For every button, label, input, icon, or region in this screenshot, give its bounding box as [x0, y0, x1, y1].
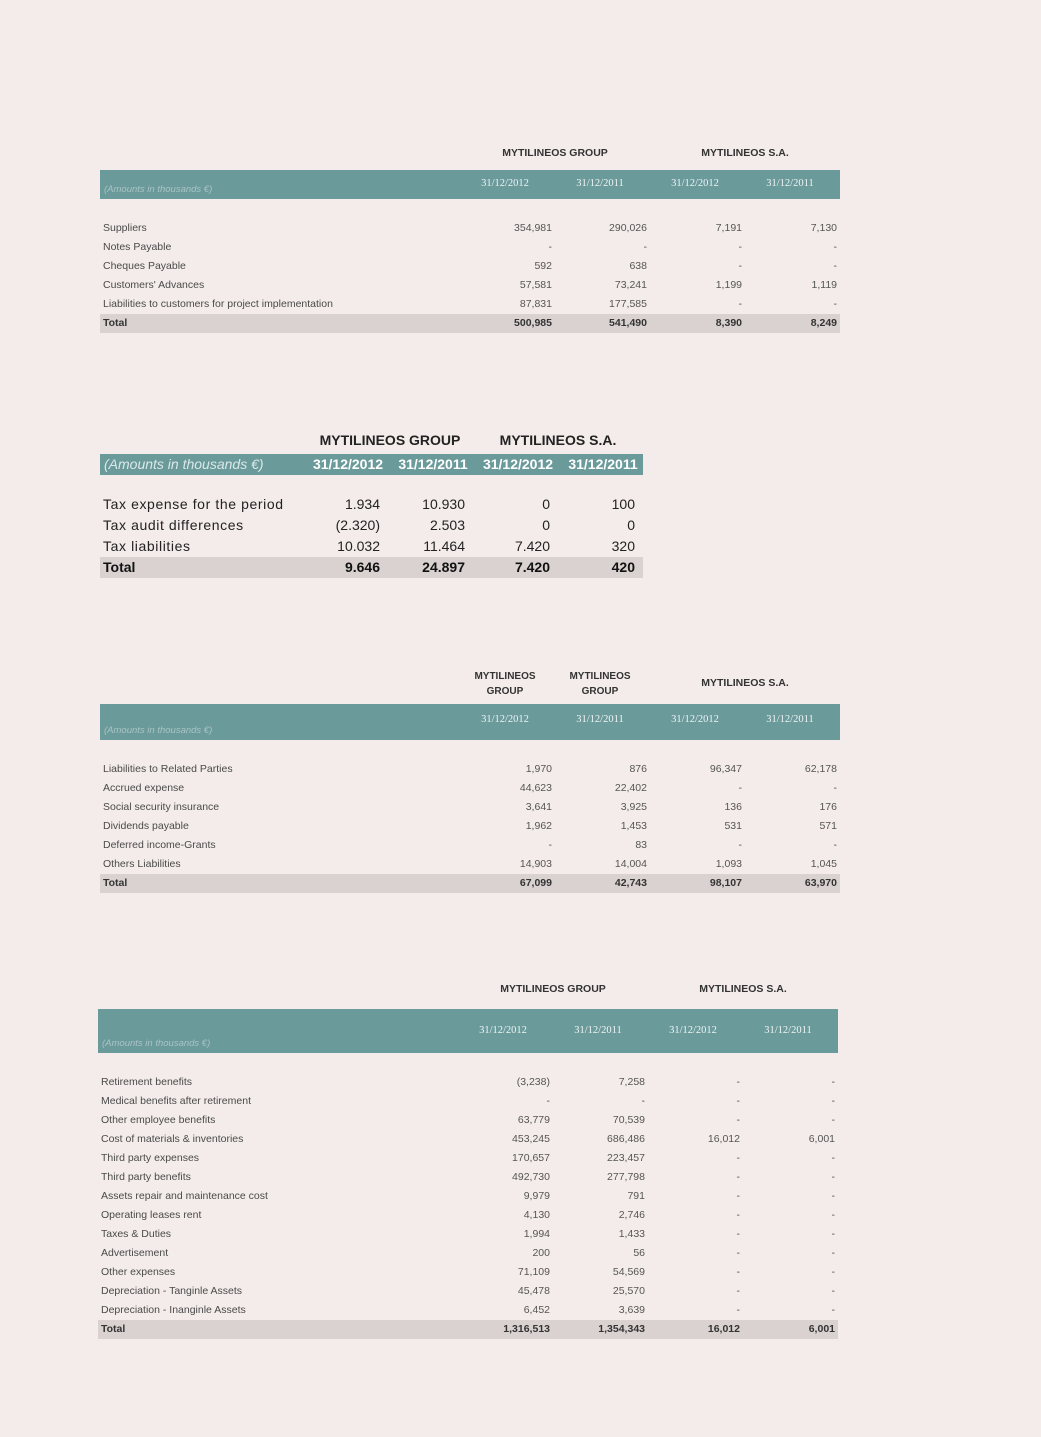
cell-value: 44,623 [519, 782, 552, 794]
row-label: Cheques Payable [103, 260, 186, 272]
row-label: Cost of materials & inventories [101, 1133, 244, 1145]
row-label: Other employee benefits [101, 1114, 216, 1126]
cell-value: 8,390 [715, 317, 742, 329]
table-row [98, 1149, 838, 1168]
cell-value: - [736, 1266, 740, 1278]
cell-value: 0 [627, 517, 635, 533]
cell-value: - [833, 839, 837, 851]
table-row [100, 257, 840, 276]
row-label: Liabilities to Related Parties [103, 763, 233, 775]
table-row [100, 798, 840, 817]
cell-value: - [738, 260, 742, 272]
cell-value: 62,178 [804, 763, 837, 775]
amounts-label: (Amounts in thousands €) [104, 184, 213, 195]
cell-value: - [641, 1095, 645, 1107]
cell-value: 1,962 [525, 820, 552, 832]
cell-value: - [831, 1114, 835, 1126]
row-label: Dividends payable [103, 820, 189, 832]
cell-value: 638 [629, 260, 647, 272]
cell-value: - [736, 1209, 740, 1221]
cell-value: 3,925 [620, 801, 647, 813]
table-row [100, 855, 840, 874]
company-header: MYTILINEOS S.A. [701, 677, 789, 689]
cell-value: - [831, 1171, 835, 1183]
cell-value: 177,585 [609, 298, 647, 310]
cell-value: 453,245 [512, 1133, 550, 1145]
cell-value: 71,109 [517, 1266, 550, 1278]
cell-value: - [831, 1190, 835, 1202]
header-bar [100, 454, 643, 475]
cell-value: - [546, 1095, 550, 1107]
cell-value: 100 [611, 496, 635, 512]
cell-value: - [831, 1228, 835, 1240]
cell-value: 96,347 [709, 763, 742, 775]
cell-value: 1,994 [523, 1228, 550, 1240]
cell-value: 63,779 [517, 1114, 550, 1126]
cell-value: 10.930 [422, 496, 465, 512]
table-row [98, 1168, 838, 1187]
cell-value: - [833, 260, 837, 272]
cell-value: 492,730 [512, 1171, 550, 1183]
company-header: MYTILINEOS S.A. [701, 147, 789, 159]
cell-value: - [736, 1190, 740, 1202]
row-label: Tax audit differences [103, 517, 244, 533]
table-row [98, 1244, 838, 1263]
cell-value: 10.032 [337, 538, 380, 554]
group-header: MYTILINEOS GROUP [319, 432, 461, 448]
row-label: Other expenses [101, 1266, 176, 1278]
cell-value: 531 [724, 820, 742, 832]
row-label: Depreciation - Inanginle Assets [101, 1304, 246, 1316]
cell-value: 320 [611, 538, 635, 554]
table-tax-liabilities [100, 428, 643, 583]
table-trade-payables [100, 140, 840, 340]
row-label: Third party benefits [101, 1171, 191, 1183]
date-col-1: 31/12/2012 [479, 1025, 527, 1036]
cell-value: 54,569 [612, 1266, 645, 1278]
cell-value: 7.420 [514, 559, 550, 575]
cell-value: - [738, 839, 742, 851]
header-bar [98, 1009, 838, 1053]
cell-value: 1,970 [525, 763, 552, 775]
row-label: Notes Payable [103, 241, 172, 253]
table-row [98, 1263, 838, 1282]
cell-value: 7,191 [715, 222, 742, 234]
cell-value: 16,012 [707, 1133, 740, 1145]
group-header: MYTILINEOS GROUP [502, 147, 608, 159]
cell-value: - [643, 241, 647, 253]
cell-value: 136 [724, 801, 742, 813]
cell-value: - [831, 1152, 835, 1164]
date-col-3: 31/12/2012 [669, 1025, 717, 1036]
cell-value: - [831, 1285, 835, 1297]
cell-value: 6,452 [523, 1304, 550, 1316]
table-row [100, 836, 840, 855]
date-col-4: 31/12/2011 [764, 1025, 812, 1036]
cell-value: - [548, 241, 552, 253]
cell-value: 1,453 [620, 820, 647, 832]
amounts-label: (Amounts in thousands €) [104, 456, 264, 472]
row-label: Deferred income-Grants [103, 839, 216, 851]
cell-value: 63,970 [804, 877, 837, 889]
group-header: MYTILINEOS GROUP [500, 983, 606, 995]
row-label: Advertisement [101, 1247, 169, 1259]
cell-value: - [736, 1152, 740, 1164]
date-col-3: 31/12/2012 [671, 178, 719, 189]
cell-value: - [736, 1247, 740, 1259]
row-label: Social security insurance [103, 801, 220, 813]
cell-value: 14,004 [614, 858, 647, 870]
cell-value: 1,433 [618, 1228, 645, 1240]
row-label: Customers' Advances [103, 279, 205, 291]
table-row [100, 760, 840, 779]
date-col-2: 31/12/2011 [398, 456, 468, 472]
cell-value: 500,985 [514, 317, 552, 329]
cell-value: 592 [534, 260, 552, 272]
date-col-2: 31/12/2011 [574, 1025, 622, 1036]
cell-value: - [548, 839, 552, 851]
cell-value: 6,001 [808, 1323, 835, 1335]
cell-value: - [736, 1228, 740, 1240]
table-row [100, 238, 840, 257]
cell-value: - [831, 1209, 835, 1221]
cell-value: (3,238) [516, 1076, 550, 1088]
cell-value: - [738, 241, 742, 253]
company-header: MYTILINEOS S.A. [499, 432, 617, 448]
cell-value: 420 [611, 559, 635, 575]
table-row [98, 1206, 838, 1225]
row-label: Others Liabilities [103, 858, 181, 870]
cell-value: 7,130 [810, 222, 837, 234]
cell-value: 57,581 [519, 279, 552, 291]
cell-value: 42,743 [614, 877, 647, 889]
cell-value: 73,241 [614, 279, 647, 291]
cell-value: 1.934 [344, 496, 380, 512]
table-row [98, 1187, 838, 1206]
date-col-1: 31/12/2012 [481, 714, 529, 725]
header-bar [100, 170, 840, 199]
table-row [98, 1092, 838, 1111]
table-row [100, 536, 643, 557]
cell-value: - [833, 298, 837, 310]
cell-value: - [831, 1266, 835, 1278]
date-col-2: 31/12/2011 [576, 714, 624, 725]
cell-value: 2.503 [429, 517, 465, 533]
cell-value: (2.320) [335, 517, 380, 533]
row-label: Tax expense for the period [103, 496, 284, 512]
cell-value: 791 [627, 1190, 645, 1202]
cell-value: 223,457 [607, 1152, 645, 1164]
cell-value: - [833, 241, 837, 253]
cell-value: 541,490 [609, 317, 647, 329]
row-label: Tax liabilities [103, 538, 191, 554]
row-label: Accrued expense [103, 782, 185, 794]
table-row [98, 1130, 838, 1149]
table-row [100, 276, 840, 295]
total-row [98, 1320, 838, 1339]
cell-value: 1,093 [715, 858, 742, 870]
table-row [100, 295, 840, 314]
cell-value: 45,478 [517, 1285, 550, 1297]
cell-value: 6,001 [808, 1133, 835, 1145]
date-col-1: 31/12/2012 [312, 456, 384, 472]
cell-value: 56 [633, 1247, 645, 1259]
total-label: Total [103, 877, 128, 889]
cell-value: 2,746 [618, 1209, 645, 1221]
cell-value: - [833, 782, 837, 794]
cell-value: - [736, 1304, 740, 1316]
cell-value: 1,119 [811, 279, 837, 291]
cell-value: - [736, 1285, 740, 1297]
cell-value: - [736, 1171, 740, 1183]
cell-value: 7,258 [618, 1076, 645, 1088]
cell-value: 0 [542, 496, 550, 512]
cell-value: 0 [542, 517, 550, 533]
row-label: Depreciation - Tanginle Assets [101, 1285, 243, 1297]
cell-value: 200 [532, 1247, 550, 1259]
cell-value: 571 [819, 820, 837, 832]
date-col-2: 31/12/2011 [576, 178, 624, 189]
cell-value: 14,903 [519, 858, 552, 870]
date-col-4: 31/12/2011 [766, 178, 814, 189]
cell-value: 8,249 [810, 317, 837, 329]
cell-value: 67,099 [519, 877, 552, 889]
table-row [98, 1301, 838, 1320]
cell-value: - [736, 1114, 740, 1126]
table-row [98, 1225, 838, 1244]
row-label: Medical benefits after retirement [101, 1095, 251, 1107]
table-row [100, 515, 643, 536]
date-col-1: 31/12/2012 [481, 178, 529, 189]
table-row [100, 219, 840, 238]
cell-value: 1,354,343 [598, 1323, 645, 1335]
row-label: Liabilities to customers for project implementation [103, 298, 333, 310]
date-col-3: 31/12/2012 [671, 714, 719, 725]
cell-value: 22,402 [614, 782, 647, 794]
cell-value: - [831, 1304, 835, 1316]
cell-value: 876 [629, 763, 647, 775]
date-col-4: 31/12/2011 [766, 714, 814, 725]
cell-value: - [736, 1076, 740, 1088]
cell-value: - [831, 1076, 835, 1088]
company-header: MYTILINEOS S.A. [699, 983, 787, 995]
header-bar [100, 704, 840, 740]
cell-value: 170,657 [512, 1152, 550, 1164]
cell-value: 87,831 [519, 298, 552, 310]
group-header-2: MYTILINEOS GROUP [569, 671, 631, 697]
cell-value: 11.464 [423, 538, 465, 554]
cell-value: - [738, 298, 742, 310]
total-row [100, 874, 840, 893]
table-row [98, 1073, 838, 1092]
total-row [100, 557, 643, 578]
amounts-label: (Amounts in thousands €) [104, 725, 213, 736]
row-label: Suppliers [103, 222, 147, 234]
cell-value: 176 [819, 801, 837, 813]
table-row [100, 779, 840, 798]
total-label: Total [103, 559, 136, 575]
row-label: Operating leases rent [101, 1209, 202, 1221]
date-col-4: 31/12/2011 [568, 456, 638, 472]
table-row [100, 494, 643, 515]
total-label: Total [103, 317, 128, 329]
cell-value: 3,641 [525, 801, 552, 813]
cell-value: 98,107 [709, 877, 742, 889]
cell-value: 24.897 [422, 559, 465, 575]
cell-value: - [738, 782, 742, 794]
cell-value: 1,316,513 [503, 1323, 550, 1335]
cell-value: 7.420 [514, 538, 550, 554]
date-col-3: 31/12/2012 [482, 456, 554, 472]
cell-value: 1,045 [810, 858, 837, 870]
cell-value: 354,981 [514, 222, 552, 234]
table-row [98, 1111, 838, 1130]
row-label: Retirement benefits [101, 1076, 193, 1088]
cell-value: 9.646 [344, 559, 380, 575]
table-row [98, 1282, 838, 1301]
total-label: Total [101, 1323, 126, 1335]
cell-value: 686,486 [607, 1133, 645, 1145]
table-row [100, 817, 840, 836]
cell-value: 70,539 [612, 1114, 645, 1126]
row-label: Taxes & Duties [101, 1228, 172, 1240]
row-label: Assets repair and maintenance cost [101, 1190, 268, 1202]
cell-value: 16,012 [707, 1323, 740, 1335]
total-row [100, 314, 840, 333]
cell-value: 25,570 [612, 1285, 645, 1297]
cell-value: - [831, 1095, 835, 1107]
amounts-label: (Amounts in thousands €) [102, 1038, 211, 1049]
cell-value: 277,798 [607, 1171, 645, 1183]
cell-value: 1,199 [715, 279, 742, 291]
cell-value: 4,130 [523, 1209, 550, 1221]
table-other-liabilities [100, 664, 840, 896]
row-label: Third party expenses [101, 1152, 200, 1164]
group-header-1: MYTILINEOS GROUP [474, 671, 536, 697]
cell-value: - [831, 1247, 835, 1259]
cell-value: 290,026 [609, 222, 647, 234]
cell-value: 83 [635, 839, 647, 851]
cell-value: 9,979 [523, 1190, 550, 1202]
cell-value: - [736, 1095, 740, 1107]
cell-value: 3,639 [618, 1304, 645, 1316]
table-expenses [98, 976, 838, 1341]
